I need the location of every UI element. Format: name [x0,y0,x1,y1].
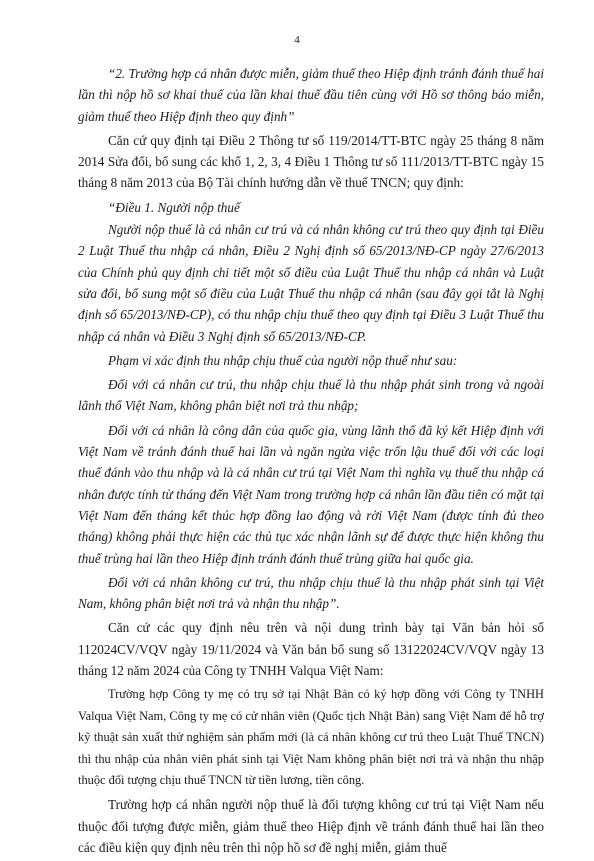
document-body [78,63,544,861]
resident-income-paragraph: Đối với cá nhân cư trú, thu nhập chịu thuế là thu nhập phát sinh trong và ngoài lãnh thổ Việt Nam, không phân biệt nơi trả thu nhập; [78,377,544,414]
article-1-heading: “Điều 1. Người nộp thuế [108,199,240,215]
legal-basis-paragraph: Căn cứ quy định tại Điều 2 Thông tư số 119/2014/TT-BTC ngày 25 tháng 8 năm 2014 Sửa đổi, bổ sung các khổ 1, 2, 3, 4 Điều 1 Thông tư số 111/2013/TT-BTC ngày 15 tháng 8 năm 2013 của Bộ Tài chính hướng dẫn về thuế TNCN; quy định: [78,132,544,191]
treaty-resident-paragraph: Đối với cá nhân là công dân của quốc gia, vùng lãnh thổ đã ký kết Hiệp định với Việt Nam về tránh đánh thuế hai lần và ngăn ngừa việc trốn lậu thuế đối với các loại thuế đánh vào thu nhập và là cá nhân cư trú tại Việt Nam thì nghĩa vụ thuế thu nhập cá nhân được tính từ tháng đến Việt Nam trong trường hợp cá nhân lần đầu tiên có mặt tại Việt Nam đến tháng kết thúc hợp đồng lao động và rời Việt Nam (được tính đủ theo tháng) không phải thực hiện các thủ tục xác nhận lãnh sự để được thực hiện không thu thuế trùng hai lần theo Hiệp định tránh đánh thuế trùng giữa hai quốc gia. [78,422,544,566]
non-resident-income-paragraph: Đối với cá nhân không cư trú, thu nhập chịu thuế là thu nhập phát sinh tại Việt Nam, không phân biệt nơi trả và nhận thu nhập”. [78,574,544,612]
request-basis-paragraph: Căn cứ các quy định nêu trên và nội dung trình bày tại Văn bản hỏi số 112024CV/VQV ngày 19/11/2024 và Văn bản bổ sung số 13122024CV/VQV ngày 13 tháng 12 năm 2024 của Công ty TNHH Valqua Việt Nam: [78,620,544,679]
non-resident-exemption-paragraph: Trường hợp cá nhân người nộp thuế là đối tượng không cư trú tại Việt Nam nếu thuộc đối tượng được miễn, giảm thuế theo Hiệp định về tránh đánh thuế hai lần theo các điều kiện quy định nêu trên thì nộp hồ sơ đề nghị miễn, giảm thuế [78,797,544,855]
page-number: 4 [294,34,300,46]
parent-company-case-paragraph: Trường hợp Công ty mẹ có trụ sở tại Nhật Bản có ký hợp đồng với Công ty TNHH Valqua Việt Nam, Công ty mẹ có cử nhân viên (Quốc tịch Nhật Bản) sang Việt Nam để hỗ trợ kỹ thuật sản xuất thử nghiệm sản phẩm mới (là cá nhân không cư trú theo Luật Thuế TNCN) thì thu nhập của nhân viên phát sinh tại Việt Nam không phân biệt nơi trả và nhận thu nhập thuộc đối tượng chịu thuế TNCN từ tiền lương, tiền công. [78,687,544,787]
taxable-income-scope-paragraph: Phạm vi xác định thu nhập chịu thuế của người nộp thuế như sau: [108,352,458,368]
quoted-clause-2: “2. Trường hợp cá nhân được miễn, giảm thuế theo Hiệp định tránh đánh thuế hai lần thì nộp hồ sơ khai thuế của lần khai thuế đầu tiên cùng với Hồ sơ thông báo miễn, giảm thuế theo Hiệp định theo quy định” [78,66,544,124]
taxpayer-definition-paragraph: Người nộp thuế là cá nhân cư trú và cá nhân không cư trú theo quy định tại Điều 2 Luật Thuế thu nhập cá nhân, Điều 2 Nghị định số 65/2013/NĐ-CP ngày 27/6/2013 của Chính phủ quy định chi tiết một số điều của Luật Thuế thu nhập cá nhân và Luật sửa đổi, bổ sung một số điều của Luật Thuế thu nhập cá nhân (sau đây gọi tắt là Nghị định số 65/2013/NĐ-CP), có thu nhập chịu thuế theo quy định tại Điều 3 Luật Thuế thu nhập cá nhân và Điều 3 Nghị định số 65/2013/NĐ-CP. [78,222,544,344]
